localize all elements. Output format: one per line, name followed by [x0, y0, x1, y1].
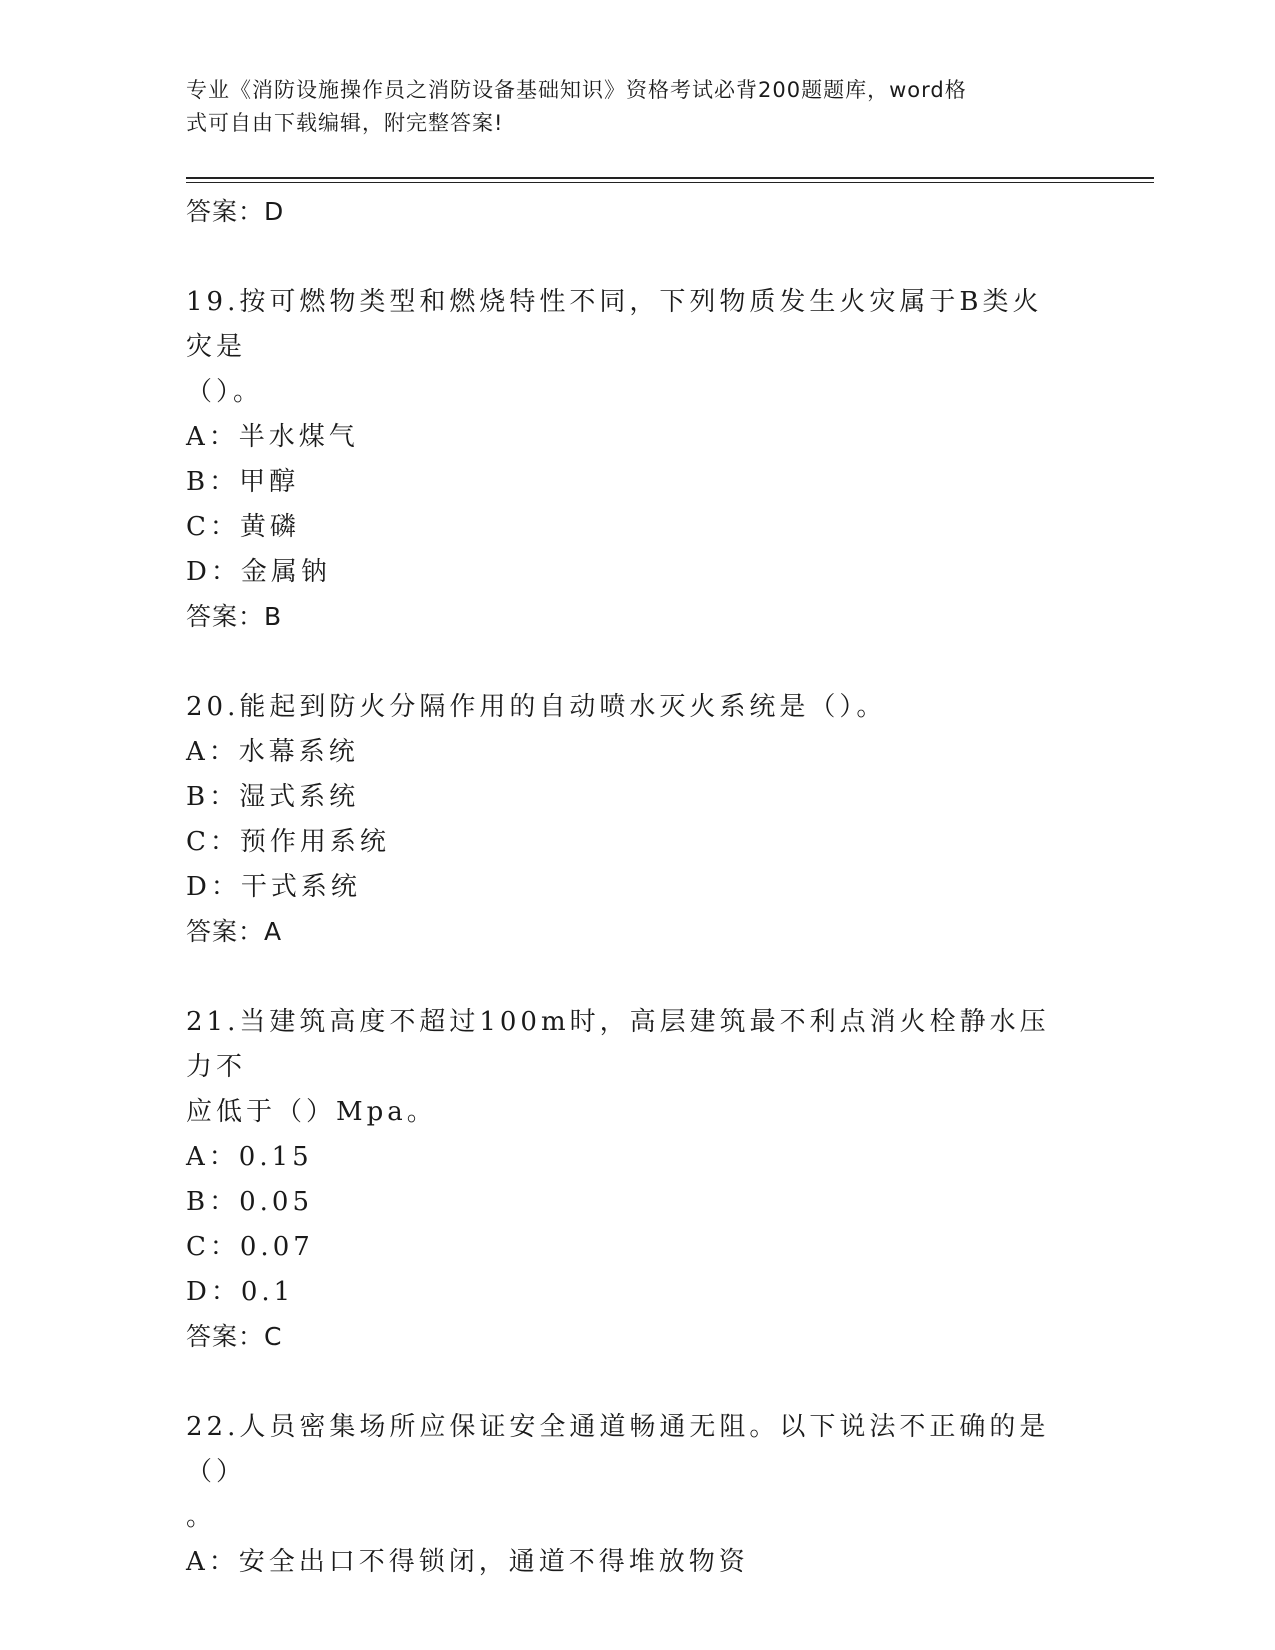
header-line-2: 式可自由下载编辑，附完整答案! [186, 111, 504, 135]
option-c: C：预作用系统 [186, 827, 390, 857]
answer-line: 答案：D [186, 197, 285, 226]
option-a: A：安全出口不得锁闭，通道不得堆放物资 [186, 1547, 749, 1577]
question-stem-line: 19.按可燃物类型和燃烧特性不同，下列物质发生火灾属于B类火灾是 [186, 287, 1043, 362]
question-stem-line: 20.能起到防火分隔作用的自动喷水灭火系统是（）。 [186, 692, 887, 722]
header-divider-thin [186, 182, 1154, 183]
option-a: A：0.15 [186, 1142, 313, 1172]
option-d: D：0.1 [186, 1277, 295, 1307]
option-b: B：0.05 [186, 1187, 313, 1217]
question-stem-line: 应低于（）Mpa。 [186, 1097, 437, 1127]
answer-line: 答案：A [186, 917, 283, 946]
question-list [186, 190, 1086, 1585]
question-stem-line: 21.当建筑高度不超过100m时，高层建筑最不利点消火栓静水压力不 [186, 1007, 1050, 1082]
question-stem [186, 1000, 1066, 1135]
option-c: C：0.07 [186, 1232, 314, 1262]
header-line-1: 专业《消防设施操作员之消防设备基础知识》资格考试必背200题题库，word格 [186, 78, 967, 102]
question-stem-line: 。 [186, 1502, 217, 1532]
option-d: D：金属钠 [186, 557, 331, 587]
question-stem [186, 280, 1066, 415]
question-20 [186, 685, 1086, 954]
question-stem [186, 1405, 1066, 1540]
option-a: A：水幕系统 [186, 737, 359, 767]
question-22 [186, 1405, 1086, 1585]
header-divider-thick [186, 177, 1154, 179]
option-b: B：湿式系统 [186, 782, 360, 812]
question-stem [186, 685, 1066, 730]
option-a: A：半水煤气 [186, 422, 359, 452]
question-21 [186, 1000, 1086, 1359]
question-stem-line: （）。 [186, 377, 264, 407]
option-c: C：黄磷 [186, 512, 300, 542]
answer-line: 答案：C [186, 1322, 283, 1351]
option-b: B：甲醇 [186, 467, 300, 497]
document-header [186, 74, 1066, 140]
question-19 [186, 280, 1086, 639]
answer-line: 答案：B [186, 602, 283, 631]
question-stem-line: 22.人员密集场所应保证安全通道畅通无阻。以下说法不正确的是（） [186, 1412, 1050, 1487]
option-d: D：干式系统 [186, 872, 361, 902]
